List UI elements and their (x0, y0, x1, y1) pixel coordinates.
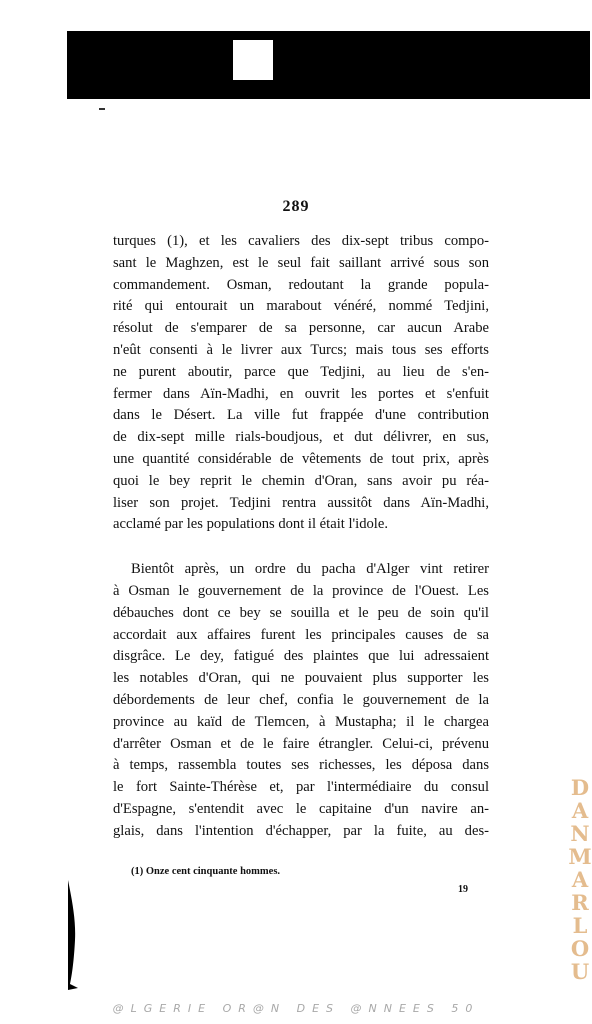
text-line: débordements de leur chef, confia le gouvernement de la (113, 691, 489, 708)
watermark-letter: U (570, 959, 590, 984)
text-line: fermer dans Aïn-Madhi, en ouvrit les portes et s'enfuit (113, 385, 489, 402)
text-line: liser son projet. Tedjini rentra aussitôt dans Aïn-Madhi, (113, 494, 489, 511)
text-line: turques (1), et les cavaliers des dix-sept tribus compo- (113, 233, 489, 249)
paragraph-gap (113, 536, 489, 559)
watermark-letter: A (571, 867, 589, 892)
scan-black-band (67, 31, 590, 99)
watermark-bottom: @LGERIE OR@N DES @NNEES 50 (112, 1002, 480, 1015)
paragraph-2 (113, 559, 489, 842)
footnote: (1) Onze cent cinquante hommes. (131, 866, 281, 877)
text-line: le fort Sainte-Thérèse et, par l'intermédiaire du consul (113, 779, 489, 796)
text-line: débauches dont ce bey se souilla et le peu de soin qu'il (113, 604, 489, 621)
watermark-letter: O (570, 936, 590, 961)
text-line: d'Espagne, s'entendit avec le capitaine d'un navire an- (113, 800, 489, 817)
watermark-vertical (568, 776, 592, 983)
signature-mark: 19 (458, 884, 468, 895)
watermark-letter: M (568, 844, 592, 869)
text-line: ne purent aboutir, parce que Tedjini, au lieu de s'en- (113, 363, 489, 380)
watermark-letter: A (571, 798, 589, 823)
watermark-letter: L (572, 913, 588, 938)
text-line: rité qui entourait un marabout vénéré, nommé Tedjini, (113, 298, 489, 315)
text-line: une quantité considérable de vêtements de tout prix, après (113, 450, 489, 467)
text-line: les notables d'Oran, qui ne pouvaient plus supporter les (113, 670, 489, 687)
text-line: glais, dans l'intention d'échapper, par la fuite, au des- (113, 822, 489, 839)
text-line: acclamé par les populations dont il était l'idole. (113, 516, 388, 533)
text-line: sant le Maghzen, est le seul fait saillant arrivé sous son (113, 254, 489, 271)
text-line: d'arrêter Osman et de le faire étrangler. Celui-ci, prévenu (113, 735, 489, 752)
text-line: province au kaïd de Tlemcen, à Mustapha; il le chargea (113, 713, 489, 730)
text-line: dans le Désert. La ville fut frappée d'une contribution (113, 407, 489, 424)
text-line: n'eût consenti à le livrer aux Turcs; mais tous ses efforts (113, 341, 489, 358)
text-line: disgrâce. Le dey, fatigué des plaintes que lui adressaient (113, 648, 489, 665)
scan-white-patch (233, 40, 273, 80)
page-number: 289 (282, 198, 310, 215)
text-line: à Osman le gouvernement de la province de l'Ouest. Les (113, 582, 489, 599)
scan-mark (99, 108, 105, 110)
binding-mark (66, 880, 80, 990)
text-line: de dix-sept mille rials-boudjous, et dut délivrer, en sus, (113, 429, 489, 446)
text-line: accordait aux affaires furent les principales causes de sa (113, 626, 489, 643)
watermark-letter: D (570, 775, 590, 800)
text-line: commandement. Osman, redoutant la grande popula- (113, 276, 489, 293)
paragraph-1 (113, 231, 489, 536)
watermark-letter: N (570, 821, 590, 846)
watermark-letter: R (571, 890, 589, 915)
text-line: quoi le bey reprit le chemin d'Oran, sans avoir pu réa- (113, 472, 489, 489)
text-line: Bientôt après, un ordre du pacha d'Alger vint retirer (131, 561, 489, 578)
body-text (113, 231, 489, 843)
text-line: résolut de s'emparer de sa personne, car aucun Arabe (113, 320, 489, 337)
text-line: à temps, rassembla toutes ses richesses, les déposa dans (113, 757, 489, 774)
